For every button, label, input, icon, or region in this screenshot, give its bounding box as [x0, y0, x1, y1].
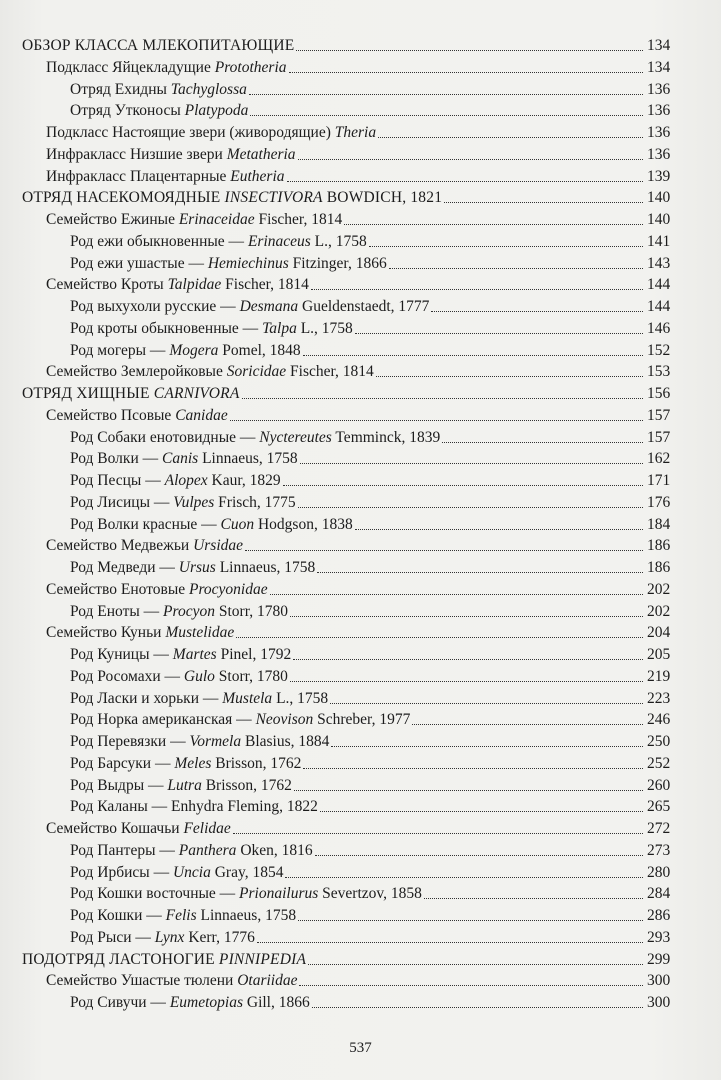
toc-entry-page: 273: [647, 841, 671, 859]
entry-author: Storr, 1780: [214, 602, 288, 620]
entry-latin-name: Hemiechinus: [207, 254, 289, 272]
toc-entry: [70, 993, 670, 1013]
entry-author: Linnaeus, 1758: [215, 559, 316, 576]
entry-latin-name: Talpidae: [167, 276, 222, 294]
toc-entry-title: [70, 428, 440, 448]
dotted-leader: [311, 289, 643, 290]
entry-author: Brisson, 1762: [211, 754, 302, 772]
dotted-leader: [245, 550, 643, 551]
toc-entry: [46, 580, 670, 600]
entry-latin-name: Mogera: [169, 341, 219, 359]
entry-latin-name: Soricidae: [226, 363, 287, 381]
toc-entry-title: [70, 884, 422, 904]
toc-entry-title: [70, 667, 288, 687]
dotted-leader: [233, 833, 643, 834]
dotted-leader: [369, 246, 643, 247]
entry-latin-name: Erinaceus: [247, 232, 311, 250]
toc-entry-page: 202: [647, 602, 671, 620]
toc-entry-title: [46, 123, 376, 143]
entry-author: L., 1758: [310, 232, 367, 250]
entry-author: Pomel, 1848: [218, 341, 301, 359]
entry-name: Род Кошки —: [70, 907, 166, 924]
toc-entry-page: 300: [647, 972, 671, 990]
entry-name: Род Медведи —: [70, 559, 179, 576]
entry-name: Инфракласс Низшие звери: [46, 145, 227, 163]
entry-latin-name: Platypoda: [184, 102, 249, 120]
entry-name: ОБЗОР КЛАССА МЛЕКОПИТАЮЩИЕ: [22, 37, 295, 54]
dotted-leader: [257, 942, 643, 943]
toc-entry: [70, 732, 670, 752]
toc-entry: [46, 819, 670, 839]
entry-name: Род Барсуки —: [70, 754, 175, 772]
entry-author: Linnaeus, 1758: [198, 450, 298, 468]
entry-latin-name: Canidae: [175, 406, 228, 424]
toc-entry-page: 134: [647, 58, 671, 76]
dotted-leader: [312, 1007, 643, 1008]
entry-latin-name: Eutheria: [230, 167, 285, 185]
toc-entry: [70, 232, 670, 252]
entry-latin-name: Nyctereutes: [259, 428, 332, 446]
entry-name: Род кроты обыкновенные —: [70, 319, 263, 337]
toc-entry: [70, 449, 670, 469]
entry-name: Род Каланы — Enhydra Fleming, 1822: [70, 798, 318, 816]
entry-name: Подкласс Яйцекладущие: [46, 58, 215, 76]
toc-entry-page: 272: [647, 820, 671, 837]
entry-latin-name: Erinaceidae: [178, 211, 255, 228]
toc-entry-page: 134: [647, 37, 671, 54]
toc-entry: [70, 341, 670, 361]
entry-latin-name: Mustela: [222, 689, 273, 707]
dotted-leader: [320, 811, 643, 812]
toc-entry: [70, 689, 670, 709]
entry-name: Род Росомахи —: [70, 667, 184, 685]
toc-entry-page: 136: [647, 102, 671, 120]
toc-entry: [70, 428, 670, 448]
toc-entry-page: 136: [647, 145, 671, 163]
toc-entry-page: 300: [647, 994, 671, 1011]
toc-entry-page: 202: [647, 580, 671, 598]
toc-entry: [46, 275, 670, 295]
entry-name: Род Рыси —: [70, 928, 155, 946]
entry-author: L., 1758: [296, 319, 353, 337]
dotted-leader: [330, 703, 643, 704]
toc-entry-title: [22, 188, 442, 208]
dotted-leader: [412, 724, 643, 725]
entry-name: Отряд Ехидны: [70, 80, 171, 98]
entry-name: Род Ирбисы —: [70, 863, 173, 881]
entry-latin-name: Neovison: [255, 711, 314, 729]
toc-entry-page: 250: [647, 733, 671, 750]
entry-author: Gueldenstaedt, 1777: [298, 298, 430, 315]
toc-entry-page: 205: [647, 646, 671, 663]
entry-latin-name: Prototheria: [214, 58, 287, 76]
dotted-leader: [376, 376, 643, 377]
toc-entry: [46, 536, 670, 556]
dotted-leader: [296, 50, 643, 51]
toc-entry: [46, 123, 670, 143]
toc-entry-title: [46, 406, 228, 426]
toc-entry: [70, 754, 670, 774]
dotted-leader: [283, 485, 643, 486]
toc-entry: [22, 36, 670, 56]
dotted-leader: [287, 181, 643, 182]
toc-entry-page: 140: [647, 211, 671, 228]
entry-name: Род Волки красные —: [70, 515, 221, 533]
toc-entry: [70, 558, 670, 578]
toc-entry-page: 299: [647, 950, 671, 968]
toc-entry: [46, 362, 670, 382]
toc-entry: [70, 515, 670, 535]
entry-author: Temminck, 1839: [331, 428, 441, 446]
toc-entry: [70, 297, 670, 317]
entry-author: Linnaeus, 1758: [196, 907, 297, 924]
toc-entry: [70, 863, 670, 883]
dotted-leader: [290, 681, 643, 682]
page-number: 537: [349, 1040, 372, 1056]
toc-entry-page: 156: [647, 385, 671, 402]
entry-latin-name: Ursidae: [193, 537, 244, 555]
entry-latin-name: Eumetopias: [169, 994, 243, 1011]
toc-entry: [46, 145, 670, 165]
toc-entry: [70, 667, 670, 687]
toc-entry-title: [70, 928, 255, 948]
toc-entry-page: 153: [647, 363, 671, 381]
toc-entry-title: [70, 558, 315, 578]
toc-entry: [70, 101, 670, 121]
entry-latin-name: Uncia: [172, 863, 211, 881]
entry-name: Семейство Ежиные: [46, 211, 179, 228]
entry-author: Blasius, 1884: [241, 733, 330, 750]
entry-name: Род Норка американская —: [70, 711, 256, 729]
toc-entry-title: [70, 254, 387, 274]
entry-latin-name: Mustelidae: [165, 624, 235, 642]
toc-entry-title: [70, 645, 291, 665]
entry-latin-name: CARNIVORA: [153, 385, 240, 402]
toc-entry-page: 223: [647, 689, 671, 707]
entry-latin-name: Alopex: [164, 472, 208, 489]
toc-entry-page: 157: [647, 406, 671, 424]
entry-name: Семейство Псовые: [46, 406, 176, 424]
toc-entry-title: [46, 580, 268, 600]
entry-latin-name: Talpa: [262, 319, 297, 337]
entry-author: Storr, 1780: [214, 667, 288, 685]
entry-author: Frisch, 1775: [214, 493, 296, 511]
entry-name: Семейство Кроты: [46, 276, 168, 294]
toc-entry-page: 140: [647, 189, 671, 207]
entry-name: Род Песцы —: [70, 472, 165, 489]
dotted-leader: [298, 920, 643, 921]
entry-name: Род Сивучи —: [70, 994, 170, 1011]
toc-entry-page: 280: [647, 863, 671, 881]
toc-entry-title: [70, 710, 410, 730]
entry-name: Семейство Землеройковые: [46, 363, 227, 381]
toc-entry-title: [70, 101, 248, 121]
dotted-leader: [230, 420, 643, 421]
toc-entry-page: 260: [647, 776, 671, 794]
dotted-leader: [294, 790, 643, 791]
toc-entry-title: [46, 210, 342, 230]
toc-entry-title: [70, 493, 296, 513]
dotted-leader: [299, 985, 643, 986]
toc-entry: [70, 884, 670, 904]
toc-entry: [70, 493, 670, 513]
dotted-leader: [331, 746, 643, 747]
dotted-leader: [290, 616, 643, 617]
toc-entry-page: 136: [647, 124, 671, 141]
entry-latin-name: Otariidae: [237, 972, 298, 990]
entry-author: Gray, 1854: [210, 863, 284, 881]
entry-author: Fischer, 1814: [221, 276, 309, 294]
dotted-leader: [317, 572, 643, 573]
entry-latin-name: Felis: [165, 907, 197, 924]
toc-entry-page: 186: [647, 559, 671, 576]
entry-name: Род Волки —: [70, 450, 162, 468]
entry-latin-name: Procyonidae: [189, 580, 268, 598]
dotted-leader: [298, 159, 643, 160]
dotted-leader: [285, 877, 643, 878]
entry-author: Brisson, 1762: [201, 776, 292, 794]
toc-entry: [70, 928, 670, 948]
toc-entry-page: 171: [647, 472, 671, 489]
toc-entry-page: 136: [647, 80, 671, 98]
toc-entry-page: 144: [647, 298, 671, 315]
toc-entry-page: 265: [647, 798, 671, 816]
dotted-leader: [308, 964, 643, 965]
toc-entry-title: [70, 754, 301, 774]
dotted-leader: [424, 898, 643, 899]
toc-entry: [70, 645, 670, 665]
entry-author: Kerr, 1776: [184, 928, 255, 946]
entry-latin-name: Ursus: [178, 559, 216, 576]
toc-entry-page: 204: [647, 624, 671, 642]
entry-name: Род Ласки и хорьки —: [70, 689, 223, 707]
dotted-leader: [293, 659, 643, 660]
entry-latin-name: Cuon: [220, 515, 255, 533]
dotted-leader: [303, 768, 643, 769]
toc-entry-page: 152: [647, 341, 671, 359]
toc-entry: [46, 406, 670, 426]
dotted-leader: [249, 94, 643, 95]
toc-entry-title: [70, 80, 247, 100]
entry-latin-name: Canis: [162, 450, 199, 468]
dotted-leader: [242, 398, 643, 399]
dotted-leader: [355, 529, 643, 530]
dotted-leader: [344, 224, 643, 225]
toc-entry-title: [46, 819, 231, 839]
entry-latin-name: Panthera: [178, 841, 237, 859]
entry-name: Род выхухоли русские —: [70, 298, 240, 315]
dotted-leader: [250, 115, 643, 116]
toc-entry-page: 141: [647, 232, 671, 250]
entry-author: Kaur, 1829: [207, 472, 281, 489]
toc-entry-page: 144: [647, 276, 671, 294]
entry-latin-name: PINNIPEDIA: [218, 950, 307, 968]
toc-entry-page: 246: [647, 711, 671, 729]
toc-entry-title: [70, 319, 353, 339]
toc-entry-title: [70, 841, 313, 861]
toc-entry-title: [22, 950, 306, 970]
toc-entry-title: [70, 471, 281, 491]
toc-entry: [22, 384, 670, 404]
toc-entry-page: 252: [647, 754, 671, 772]
entry-latin-name: Vormela: [189, 733, 242, 750]
toc-entry-title: [70, 993, 310, 1013]
toc-entry: [70, 841, 670, 861]
entry-name: Род Куницы —: [70, 646, 173, 663]
dotted-leader: [303, 355, 643, 356]
toc-entry-title: [22, 36, 294, 56]
toc-entry: [70, 471, 670, 491]
toc-entry: [70, 906, 670, 926]
toc-entry-page: 184: [647, 515, 671, 533]
entry-author: Schreber, 1977: [313, 711, 411, 729]
dotted-leader: [298, 507, 643, 508]
entry-name: Инфракласс Плацентарные: [46, 167, 231, 185]
entry-name: Род ежи ушастые —: [70, 254, 208, 272]
toc-entry: [70, 776, 670, 796]
entry-author: Fitzinger, 1866: [288, 254, 387, 272]
toc-entry: [46, 58, 670, 78]
dotted-leader: [431, 311, 643, 312]
entry-author: Pinel, 1792: [216, 646, 292, 663]
toc-entry: [70, 797, 670, 817]
entry-name: Семейство Ушастые тюлени: [46, 972, 238, 990]
dotted-leader: [289, 72, 643, 73]
toc-entry-title: [70, 297, 429, 317]
toc-entry: [70, 710, 670, 730]
toc-entry-title: [70, 689, 328, 709]
toc-entry-title: [70, 906, 296, 926]
entry-author: Fischer, 1814: [286, 363, 374, 381]
toc-entry: [46, 971, 670, 991]
toc-entry-page: 157: [647, 428, 671, 446]
entry-name: Подкласс Настоящие звери (живородящие): [46, 124, 335, 141]
entry-latin-name: Meles: [174, 754, 212, 772]
toc-entry-title: [46, 275, 309, 295]
entry-latin-name: INSECTIVORA: [224, 189, 323, 207]
entry-latin-name: Desmana: [239, 298, 299, 315]
entry-name: Род Еноты —: [70, 602, 164, 620]
entry-name: ОТРЯД ХИЩНЫЕ: [22, 385, 154, 402]
entry-name: ОТРЯД НАСЕКОМОЯДНЫЕ: [22, 189, 225, 207]
toc-entry-page: 293: [647, 928, 671, 946]
toc-entry-page: 146: [647, 319, 671, 337]
toc-entry-page: 139: [647, 167, 671, 185]
dotted-leader: [270, 594, 643, 595]
entry-name: Семейство Медвежьи: [46, 537, 194, 555]
entry-latin-name: Lynx: [154, 928, 185, 946]
entry-author: Fischer, 1814: [254, 211, 343, 228]
dotted-leader: [442, 442, 643, 443]
dotted-leader: [236, 637, 643, 638]
entry-name: Род могеры —: [70, 341, 170, 359]
dotted-leader: [444, 202, 643, 203]
entry-author: Hodgson, 1838: [254, 515, 353, 533]
entry-name: Семейство Куньи: [46, 624, 166, 642]
toc-entry-page: 186: [647, 537, 671, 555]
entry-author: Severtzov, 1858: [318, 885, 422, 903]
toc-entry-title: [70, 732, 329, 752]
toc-entry-title: [70, 341, 301, 361]
toc-entry-title: [46, 362, 374, 382]
toc-entry-title: [70, 797, 318, 817]
entry-name: Род ежи обыкновенные —: [70, 232, 248, 250]
entry-name: Семейство Кошачьи: [46, 820, 184, 837]
entry-latin-name: Gulo: [183, 667, 215, 685]
toc-entry: [70, 319, 670, 339]
toc-entry-title: [22, 384, 240, 404]
entry-name: Семейство Енотовые: [46, 580, 189, 598]
entry-author: BOWDICH, 1821: [322, 189, 443, 207]
toc-entry-page: 162: [647, 450, 671, 468]
dotted-leader: [389, 268, 643, 269]
dotted-leader: [300, 463, 643, 464]
toc-entry-title: [46, 58, 287, 78]
toc-entry-title: [46, 971, 297, 991]
entry-latin-name: Lutra: [167, 776, 202, 794]
toc-entry: [22, 188, 670, 208]
entry-latin-name: Metatheria: [226, 145, 296, 163]
toc-entry-title: [46, 536, 243, 556]
toc-entry-title: [70, 515, 353, 535]
toc-entry-title: [70, 449, 298, 469]
entry-latin-name: Theria: [334, 124, 377, 141]
toc-entry-title: [70, 776, 292, 796]
toc-entry: [46, 167, 670, 187]
toc-entry-title: [70, 602, 288, 622]
entry-author: L., 1758: [272, 689, 329, 707]
toc-entry: [70, 254, 670, 274]
toc-entry-page: 286: [647, 907, 671, 924]
entry-name: Род Пантеры —: [70, 841, 179, 859]
toc-entry-title: [70, 232, 367, 252]
toc-entry: [70, 80, 670, 100]
dotted-leader: [378, 137, 643, 138]
toc-entry-title: [70, 863, 283, 883]
entry-latin-name: Vulpes: [173, 493, 215, 511]
entry-latin-name: Procyon: [163, 602, 215, 620]
entry-name: Род Кошки восточные —: [70, 885, 240, 903]
entry-latin-name: Martes: [172, 646, 217, 663]
entry-name: Род Выдры —: [70, 776, 168, 794]
entry-name: Род Лисицы —: [70, 493, 174, 511]
toc-entry: [22, 950, 670, 970]
entry-latin-name: Felidae: [183, 820, 231, 837]
entry-name: Отряд Утконосы: [70, 102, 185, 120]
entry-latin-name: Prionailurus: [239, 885, 319, 903]
entry-name: Род Собаки енотовидные —: [70, 428, 260, 446]
toc-entry-title: [46, 167, 285, 187]
toc-entry-title: [46, 145, 296, 165]
entry-author: Gill, 1866: [243, 994, 310, 1011]
entry-latin-name: Tachyglossa: [170, 80, 247, 98]
toc-entry-title: [46, 623, 234, 643]
dotted-leader: [315, 855, 643, 856]
entry-name: ПОДОТРЯД ЛАСТОНОГИЕ: [22, 950, 219, 968]
toc-entry: [46, 623, 670, 643]
toc-entry-page: 284: [647, 885, 671, 903]
toc-entry-page: 176: [647, 493, 671, 511]
entry-name: Род Перевязки —: [70, 733, 190, 750]
toc-entry-page: 219: [647, 667, 671, 685]
toc-entry: [46, 210, 670, 230]
toc-entry-page: 143: [647, 254, 671, 272]
entry-author: Oken, 1816: [236, 841, 313, 859]
toc-entry: [70, 602, 670, 622]
dotted-leader: [355, 333, 643, 334]
